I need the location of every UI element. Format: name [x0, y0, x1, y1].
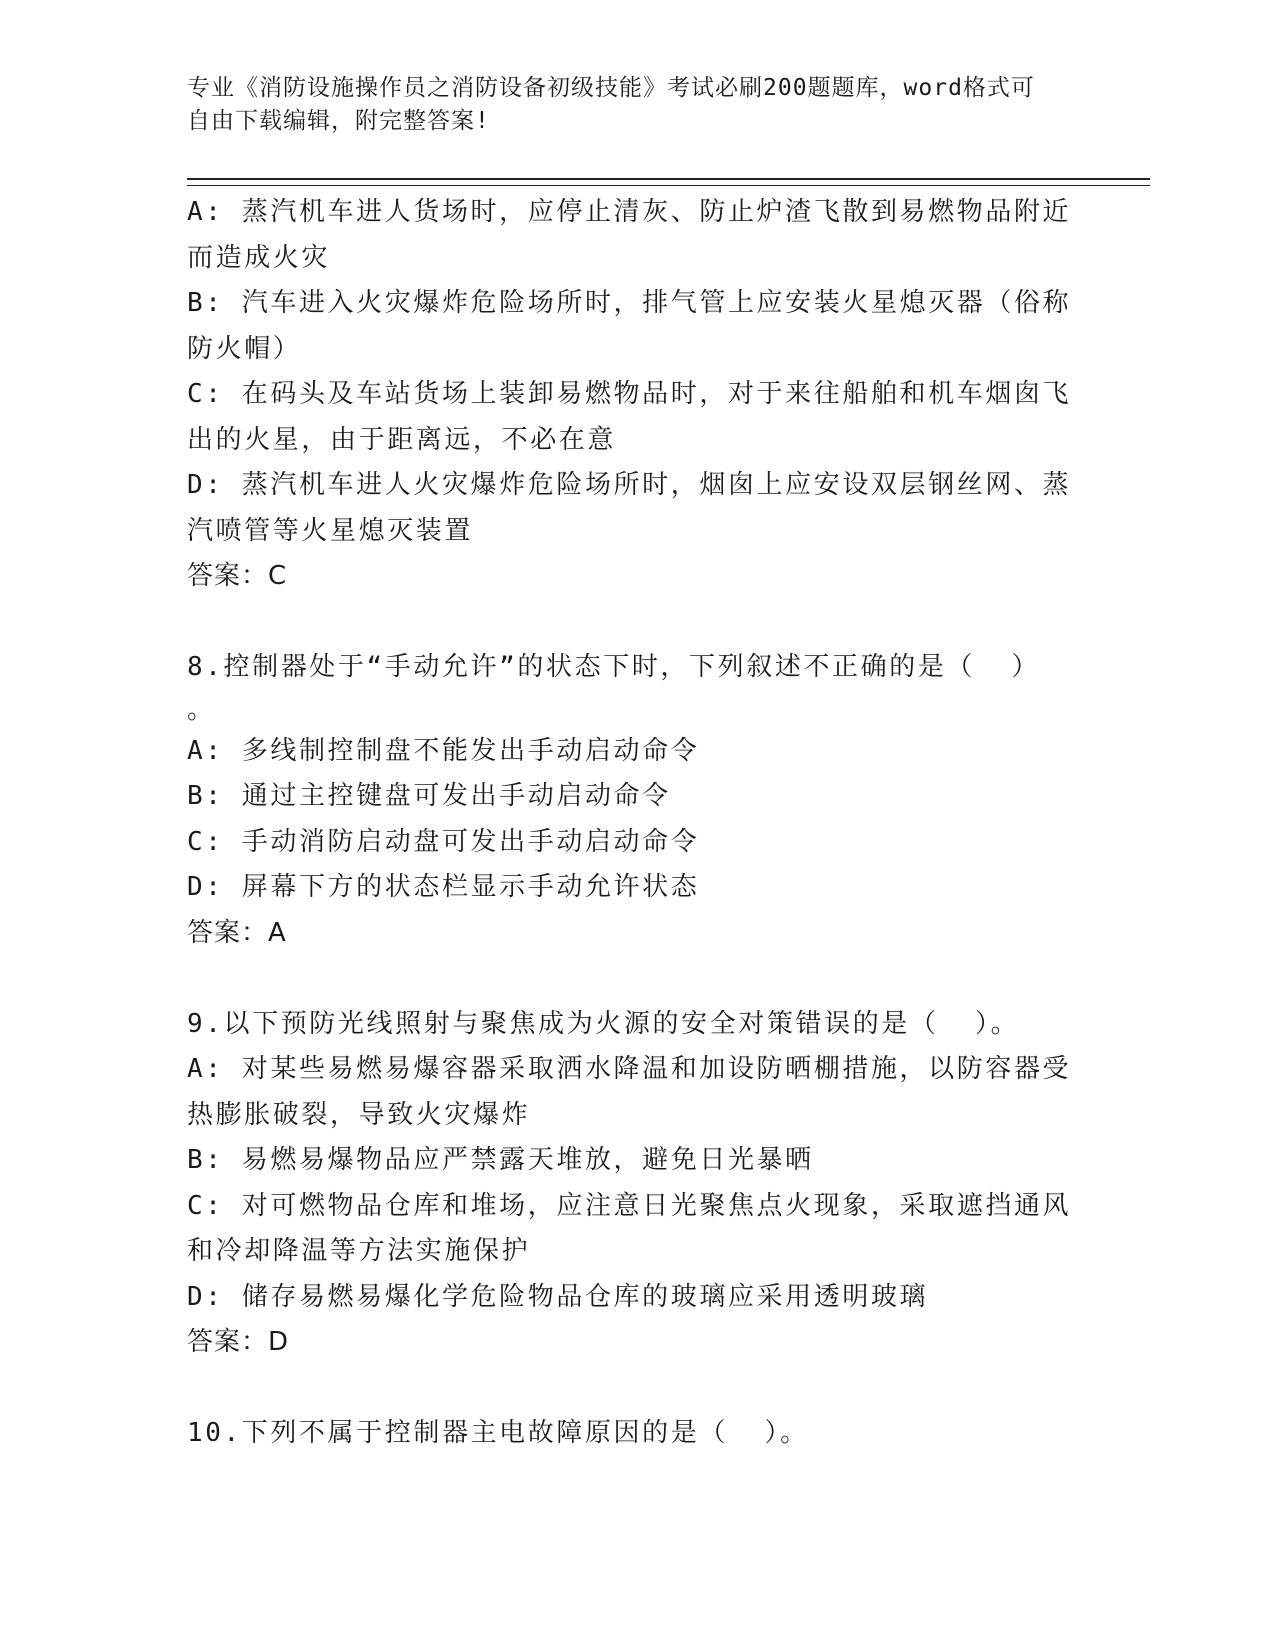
question-10-stem: 10.下列不属于控制器主电故障原因的是（ ）。 [187, 1418, 809, 1448]
question-9 [187, 1002, 1087, 1366]
option-d-line-2: 汽喷管等火星熄灭装置 [187, 515, 474, 546]
option-b: B: 易燃易爆物品应严禁露天堆放，避免日光暴晒 [187, 1145, 814, 1175]
option-a-line-1: A: 对某些易燃易爆容器采取洒水降温和加设防晒棚措施，以防容器受 [187, 1054, 1072, 1084]
question-8-stem-end: 。 [187, 694, 216, 725]
header-line-1: 专业《消防设施操作员之消防设备初级技能》考试必刷200题题库，word格式可 [187, 75, 1035, 101]
document-header [187, 72, 1067, 138]
option-b-line-2: 防火帽） [187, 333, 302, 364]
option-c-line-1: C: 对可燃物品仓库和堆场，应注意日光聚焦点火现象，采取遮挡通风 [187, 1190, 1072, 1221]
question-list [187, 190, 1087, 1457]
option-a-line-2: 热膨胀破裂，导致火灾爆炸 [187, 1099, 531, 1130]
header-divider-thick [187, 178, 1150, 180]
spacer [187, 600, 1087, 646]
option-d: D: 储存易燃易爆化学危险物品仓库的玻璃应采用透明玻璃 [187, 1281, 929, 1312]
header-divider-thin [187, 185, 1150, 186]
option-b-line-1: B: 汽车进入火灾爆炸危险场所时，排气管上应安装火星熄灭器（俗称 [187, 288, 1072, 318]
option-d: D: 屏幕下方的状态栏显示手动允许状态 [187, 872, 700, 902]
option-a-line-1: A: 蒸汽机车进人货场时，应停止清灰、防止炉渣飞散到易燃物品附近 [187, 197, 1072, 227]
answer-8: 答案：A [187, 917, 287, 948]
spacer [187, 1366, 1087, 1412]
option-a: A: 多线制控制盘不能发出手动启动命令 [187, 735, 700, 766]
option-b: B: 通过主控键盘可发出手动启动命令 [187, 781, 671, 811]
option-c-line-2: 和冷却降温等方法实施保护 [187, 1236, 531, 1266]
question-8-stem: 8.控制器处于“手动允许”的状态下时，下列叙述不正确的是（ ） [187, 652, 1041, 682]
question-7-options [187, 190, 1087, 600]
question-9-stem: 9.以下预防光线照射与聚焦成为火源的安全对策错误的是（ ）。 [187, 1008, 1020, 1039]
question-8 [187, 645, 1087, 956]
option-c-line-2: 出的火星，由于距离远，不必在意 [187, 424, 617, 455]
answer-9: 答案：D [187, 1327, 290, 1357]
option-c-line-1: C: 在码头及车站货场上装卸易燃物品时，对于来往船舶和机车烟囱飞 [187, 379, 1072, 409]
option-a-line-2: 而造成火灾 [187, 242, 331, 273]
option-c: C: 手动消防启动盘可发出手动启动命令 [187, 826, 700, 857]
answer-7: 答案：C [187, 561, 288, 591]
option-d-line-1: D: 蒸汽机车进人火灾爆炸危险场所时，烟囱上应安设双层钢丝网、蒸 [187, 470, 1072, 500]
spacer [187, 956, 1087, 1002]
question-10 [187, 1411, 1087, 1457]
header-line-2: 自由下载编辑，附完整答案! [187, 108, 490, 134]
